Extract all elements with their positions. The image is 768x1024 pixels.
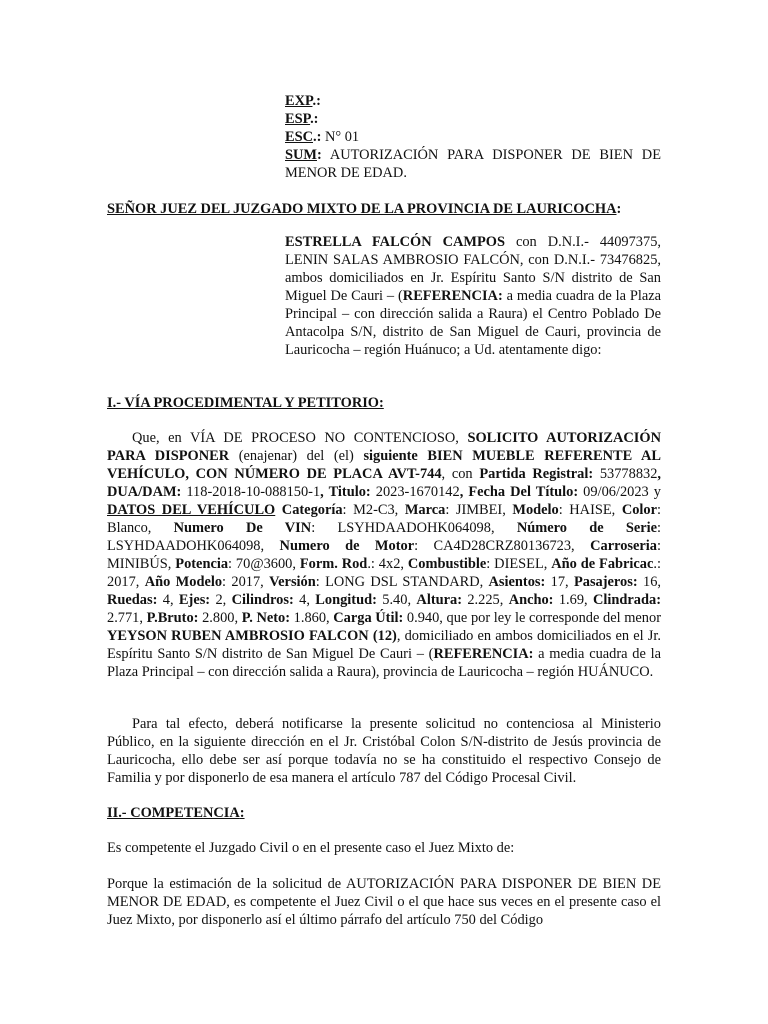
sum-line: SUM: AUTORIZACIÓN PARA DISPONER DE BIEN DE MENOR DE EDAD. <box>285 147 661 181</box>
text-run: SOLICITO AUTORIZACIÓN PARA DISPONER <box>107 430 661 464</box>
text-run: : M2-C3, <box>342 502 405 518</box>
text-run: Combustible <box>407 556 487 572</box>
text-run: : LONG DSL STANDARD, <box>315 574 489 590</box>
esc-line: ESC.: N° 01 <box>285 129 360 145</box>
text-run: Numero De VIN <box>173 520 312 536</box>
text-run: 2.800, <box>198 610 242 626</box>
competence-paragraph: Porque la estimación de la solicitud de AUTORIZACIÓN PARA DISPONER DE BIEN DE MENOR DE EDAD, es competente el Juez Civil o el que hace sus veces en el presente caso el Juez Mixto, por disponerlo así el último párrafo del artículo 750 del Código <box>107 876 661 928</box>
text-run: : LSYHDAADOHK064098, <box>311 520 517 536</box>
text-run: Potencia <box>175 556 229 572</box>
text-run: Versión <box>269 574 316 590</box>
text-run: Año de Fabricac <box>551 556 654 572</box>
text-run: .: 4x2, <box>367 556 408 572</box>
text-run: 2, <box>210 592 232 608</box>
text-run: Color <box>621 502 657 518</box>
text-run: : JIMBEI, <box>445 502 513 518</box>
text-run: 09/06/2023 y <box>578 484 661 500</box>
text-run: P. Neto: <box>241 610 291 626</box>
text-run: 4, <box>293 592 316 608</box>
text-run: , domiciliado en ambos domiciliados en el Jr. Espíritu Santo S/N distrito de San Miguel De Cauri – ( <box>107 628 661 662</box>
text-run: , Titulo: <box>320 484 371 500</box>
text-run: 1.69, <box>553 592 594 608</box>
text-run: 2.771, <box>107 610 147 626</box>
text-run: Número de Serie <box>516 520 658 536</box>
text-run: DATOS DEL VEHÍCULO <box>107 502 276 518</box>
text-run: Form. Rod <box>299 556 368 572</box>
text-run: , DUA/DAM: <box>107 466 662 500</box>
notification-paragraph: Para tal efecto, deberá notificarse la presente solicitud no contenciosa al Ministerio Público, en la siguiente dirección en el Jr. Cristóbal Colon S/N-distrito de Jesús provincia de Lauricocha, ello debe ser así porque todavía no se ha constituido el respectivo Consejo de Familia y por disponerlo de esa manera el artículo 787 del Código Procesal Civil. <box>107 716 661 786</box>
text-run: Cilindros: <box>231 592 294 608</box>
text-run: 2023-1670142 <box>370 484 460 500</box>
text-run: Ejes: <box>178 592 211 608</box>
section-title-via-procedimental: I.- VÍA PROCEDIMENTAL Y PETITORIO: <box>107 395 384 411</box>
text-run: 16, <box>637 574 661 590</box>
text-run: : Blanco, <box>107 502 661 536</box>
text-run: Marca <box>404 502 446 518</box>
text-run: Longitud: <box>315 592 377 608</box>
text-run: Altura: <box>416 592 462 608</box>
text-run: : 70@3600, <box>228 556 300 572</box>
text-run: a media cuadra de la Plaza Principal – con dirección salida a Raura), provincia de Lauricocha – región HUÁNUCO. <box>107 646 661 680</box>
text-run: 53778832 <box>593 466 658 482</box>
text-run: 0.940, que por ley le corresponde del menor <box>403 610 661 626</box>
text-run: Numero de Motor <box>279 538 415 554</box>
text-run: : HAISE, <box>558 502 622 518</box>
text-run: REFERENCIA: <box>433 646 534 662</box>
text-run: Asientos: <box>488 574 546 590</box>
text-run: : DIESEL, <box>486 556 552 572</box>
text-run: 1.860, <box>290 610 334 626</box>
text-run: Que, en VÍA DE PROCESO NO CONTENCIOSO, <box>132 430 468 446</box>
text-run: siguiente BIEN MUEBLE REFERENTE AL VEHÍCULO, CON NÚMERO DE PLACA AVT-744 <box>107 448 661 482</box>
text-run: 2.225, <box>461 592 509 608</box>
parties-block: ESTRELLA FALCÓN CAMPOS con D.N.I.- 44097375, LENIN SALAS AMBROSIO FALCÓN, con D.N.I.- 73476825, ambos domiciliados en Jr. Espíritu Santo S/N distrito de San Miguel De Cauri – (REFERENCIA: a media cuadra de la Plaza Principal – con dirección salida a Raura) el Centro Poblado De Antacolpa S/N, distrito de San Miguel de Cauri, provincia de Lauricocha – región Huánuco; a Ud. atentamente digo: <box>285 234 661 358</box>
text-run: 118-2018-10-088150-1 <box>181 484 321 500</box>
text-run: , Fecha Del Título: <box>459 484 579 500</box>
text-run: Año Modelo <box>144 574 223 590</box>
text-run: , con <box>441 466 480 482</box>
exp-line: EXP.: <box>285 93 321 109</box>
text-run: Categoría <box>281 502 343 518</box>
text-run: Pasajeros: <box>573 574 638 590</box>
text-run: : LSYHDAADOHK064098, <box>107 520 662 554</box>
text-run: 5.40, <box>376 592 417 608</box>
case-header <box>285 92 661 182</box>
text-run: (enajenar) del (el) <box>229 448 364 464</box>
text-run: Ancho: <box>508 592 554 608</box>
text-run: : 2017, <box>222 574 270 590</box>
competence-intro: Es competente el Juzgado Civil o en el presente caso el Juez Mixto de: <box>107 840 515 856</box>
text-run: 17, <box>545 574 574 590</box>
text-run: : MINIBÚS, <box>107 538 661 572</box>
esp-line: ESP.: <box>285 111 319 127</box>
text-run: Partida Registral: <box>479 466 594 482</box>
text-run: Clindrada: <box>593 592 661 608</box>
section-title-competencia: II.- COMPETENCIA: <box>107 805 245 821</box>
text-run: Carga Útil: <box>333 610 404 626</box>
text-run: YEYSON RUBEN AMBROSIO FALCON (12) <box>107 628 397 644</box>
text-run: 4, <box>157 592 179 608</box>
text-run: Carroseria <box>590 538 657 554</box>
judge-address: SEÑOR JUEZ DEL JUZGADO MIXTO DE LA PROVINCIA DE LAURICOCHA: <box>107 201 622 217</box>
petition-paragraph <box>107 429 661 681</box>
text-run: Modelo <box>512 502 559 518</box>
text-run: .: 2017, <box>107 556 661 590</box>
text-run: : CA4D28CRZ80136723, <box>414 538 591 554</box>
text-run: Ruedas: <box>107 592 158 608</box>
text-run: P.Bruto: <box>146 610 199 626</box>
